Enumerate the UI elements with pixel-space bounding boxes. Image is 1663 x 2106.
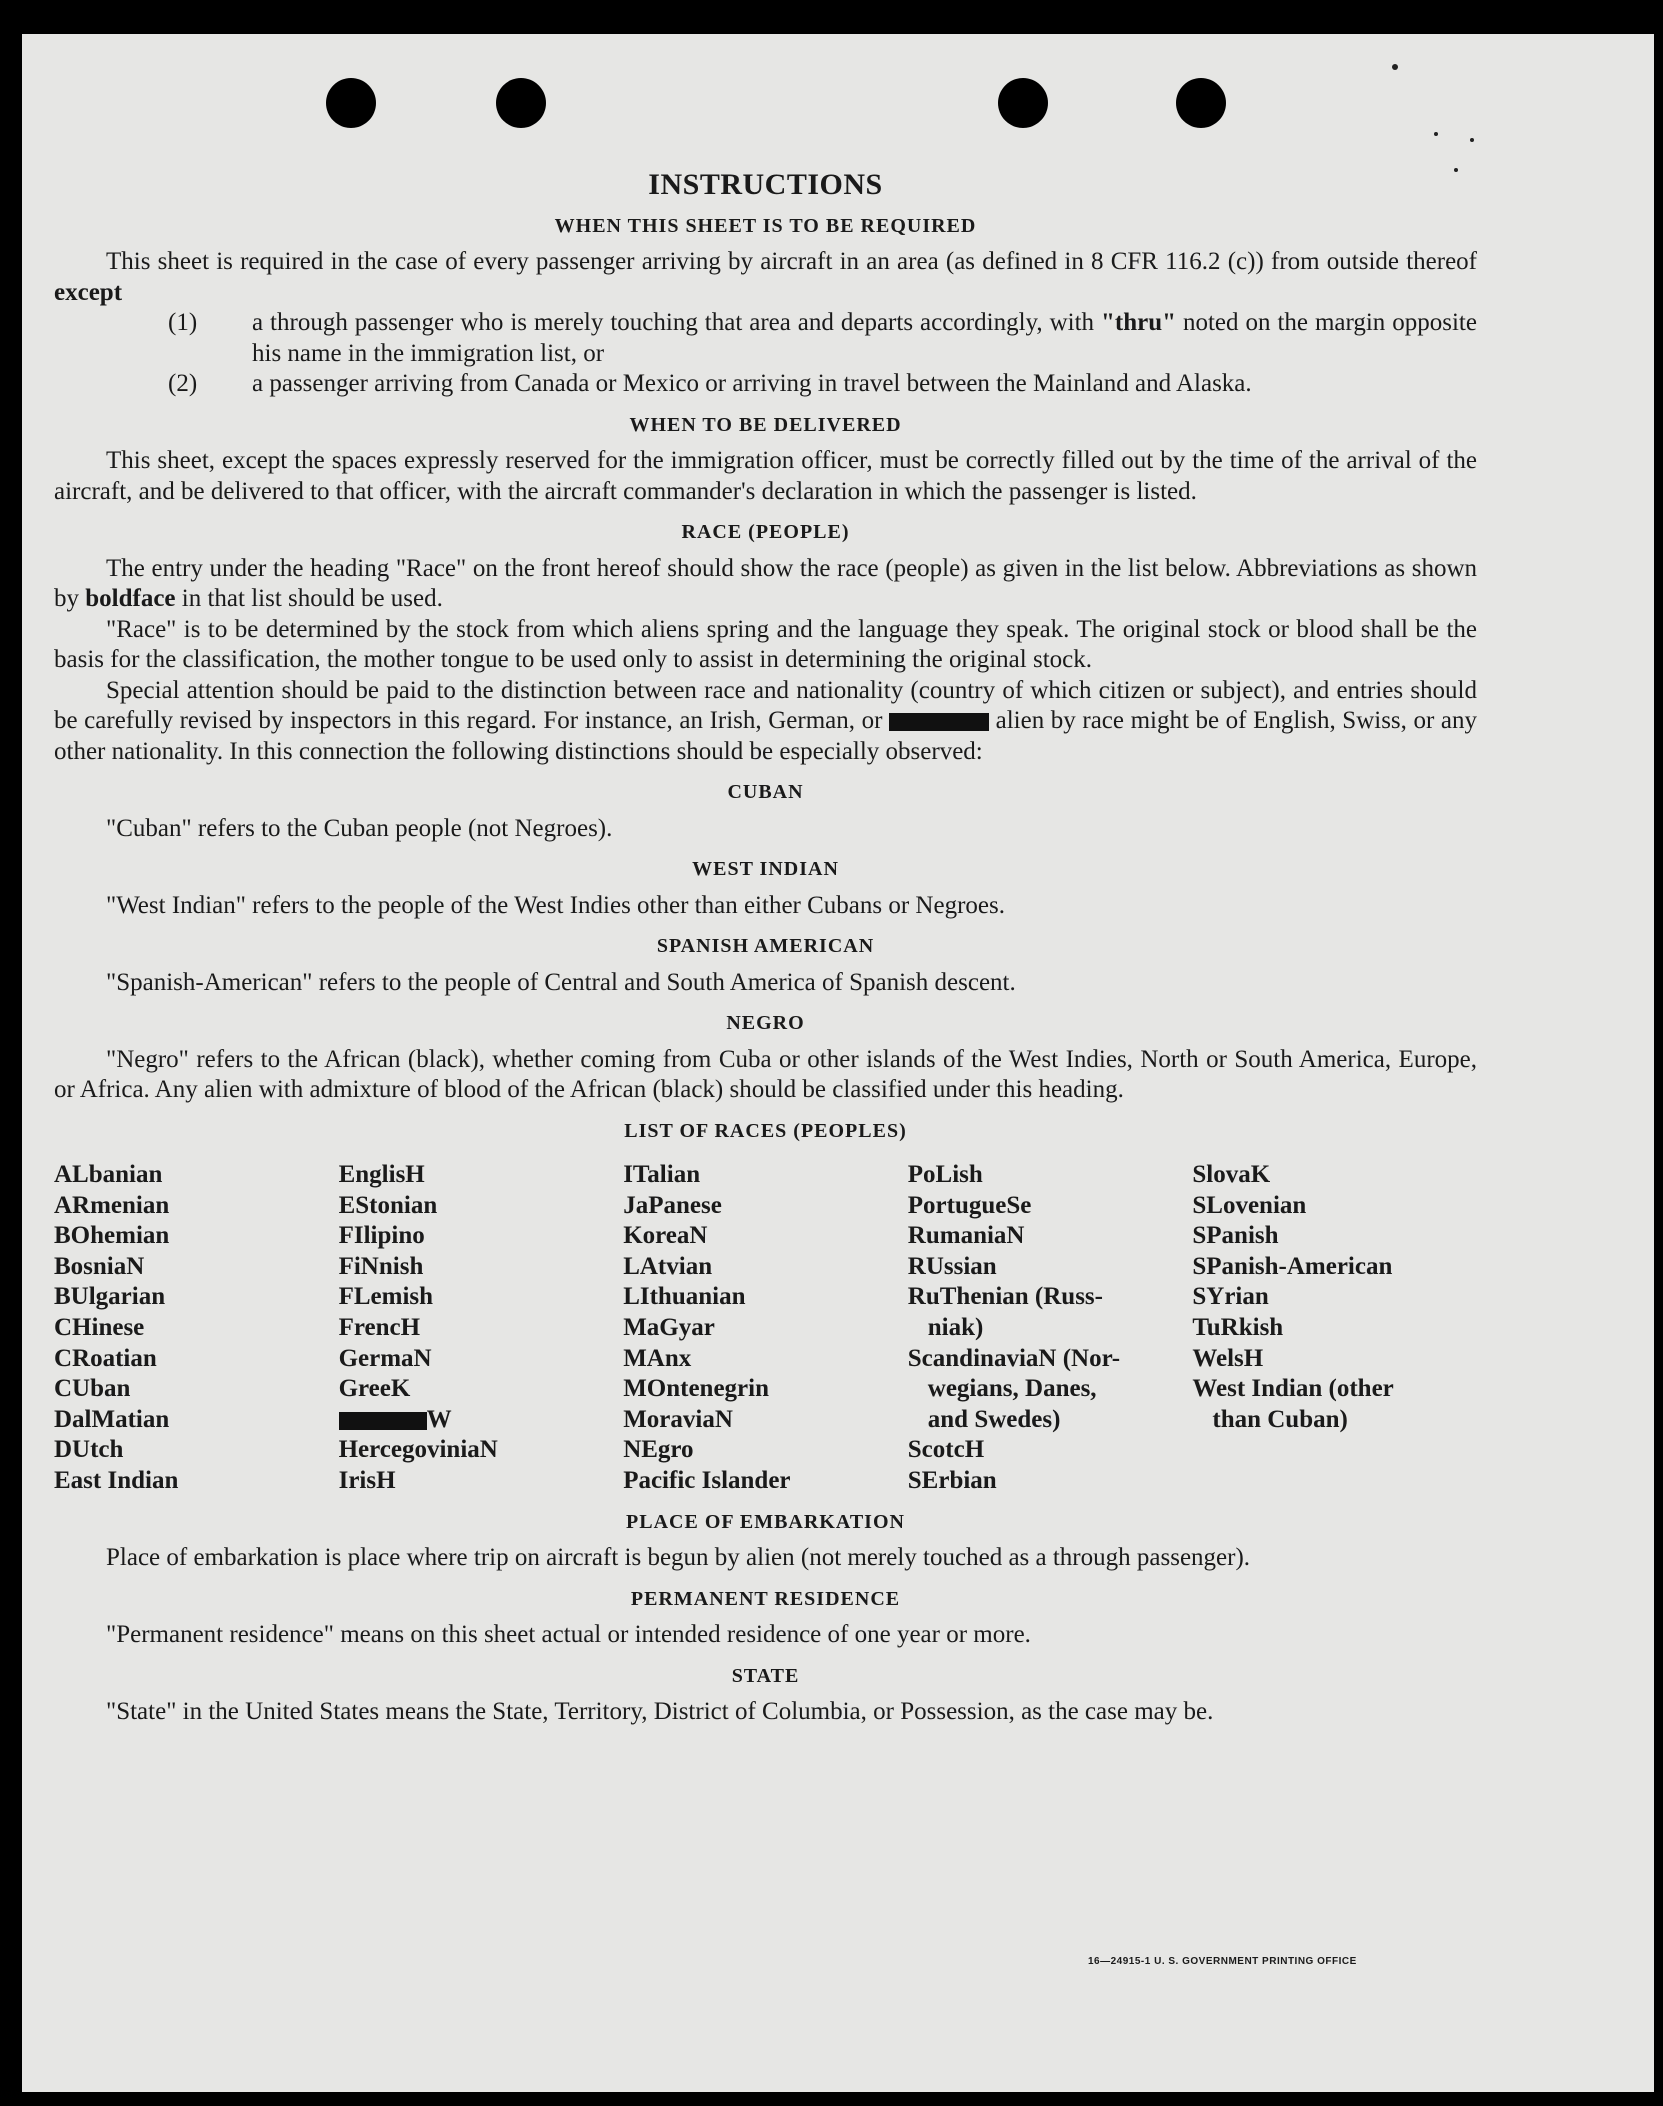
race-entry: MoraviaN: [623, 1405, 733, 1433]
race-entry-continued: niak): [927, 1313, 984, 1341]
race-entry: ITalian: [623, 1161, 701, 1188]
race-entry: RuThenian (Russ-: [907, 1283, 1103, 1311]
race-entry: LAtvian: [623, 1252, 713, 1280]
race-entry: SYrian: [1192, 1283, 1269, 1311]
race-entry-continued: and Swedes): [927, 1405, 1061, 1433]
punch-hole: [1176, 78, 1226, 128]
race-entry: ALbanian: [54, 1161, 163, 1188]
item-number: (2): [168, 370, 198, 397]
race-entry: MAnx: [623, 1344, 692, 1372]
section-heading: LIST OF RACES (PEOPLES): [624, 1119, 907, 1142]
race-list: [54, 1160, 1477, 1497]
race-entry: DalMatian: [54, 1405, 170, 1433]
race-column: [339, 1160, 624, 1497]
race-entry: FiNnish: [338, 1252, 424, 1280]
section-heading: WHEN THIS SHEET IS TO BE REQUIRED: [554, 214, 977, 237]
race-entry: Pacific Islander: [623, 1466, 791, 1494]
paragraph: "State" in the United States means the State, Territory, District of Columbia, or Possession, as the case may be.: [106, 1698, 1214, 1726]
race-entry: ScandinaviaN (Nor-: [907, 1344, 1121, 1372]
list-item: (1) a through passenger who is merely touching that area and departs accordingly, with "thru" noted on the margin opposite his name in the immigration list, or: [168, 309, 1477, 367]
punch-hole: [326, 78, 376, 128]
section-heading: NEGRO: [726, 1012, 805, 1034]
race-column: [54, 1160, 339, 1497]
race-entry: TuRkish: [1192, 1313, 1284, 1341]
page-title: INSTRUCTIONS: [648, 168, 883, 201]
race-entry: SPanish-American: [1192, 1252, 1393, 1280]
race-entry: East Indian: [54, 1466, 179, 1494]
race-entry: RumaniaN: [907, 1222, 1025, 1250]
speck: [1434, 132, 1438, 136]
race-entry: IrisH: [338, 1466, 396, 1494]
redaction-mark: [339, 1412, 427, 1430]
race-column: [623, 1160, 908, 1497]
race-entry: SErbian: [907, 1466, 997, 1494]
paragraph: "Cuban" refers to the Cuban people (not Negroes).: [106, 814, 613, 842]
paragraph: This sheet, except the spaces expressly reserved for the immigration officer, must be correctly filled out by the time of the arrival of the aircraft, and be delivered to that officer, with the aircraft commander's declaration in which the passenger is listed.: [54, 447, 1477, 505]
list-item: (2) a passenger arriving from Canada or Mexico or arriving in travel between the Mainland and Alaska.: [54, 369, 1477, 400]
race-entry: RUssian: [907, 1252, 997, 1280]
paragraph: "Negro" refers to the African (black), whether coming from Cuba or other islands of the West Indies, North or South America, Europe, or Africa. Any alien with admixture of blood of the African (black) should be classified under this heading.: [54, 1045, 1477, 1103]
race-entry: CHinese: [54, 1313, 145, 1341]
redaction-mark: [889, 713, 989, 731]
race-entry-continued: wegians, Danes,: [927, 1375, 1097, 1403]
punch-hole: [998, 78, 1048, 128]
instructions-text: [54, 170, 1477, 1728]
race-entry: JaPanese: [623, 1191, 722, 1219]
section-heading: WEST INDIAN: [692, 858, 839, 880]
section-heading: STATE: [731, 1664, 800, 1687]
document-page: [22, 34, 1654, 2092]
item-number: (1): [168, 309, 198, 336]
race-entry: EnglisH: [338, 1161, 425, 1188]
punch-hole: [496, 78, 546, 128]
race-entry: DUtch: [54, 1436, 124, 1464]
paragraph: "West Indian" refers to the people of the West Indies other than either Cubans or Negroes.: [106, 891, 1005, 919]
section-heading: WHEN TO BE DELIVERED: [629, 413, 902, 436]
race-entry: MaGyar: [623, 1313, 715, 1341]
race-entry: FIlipino: [338, 1222, 425, 1250]
race-entry: GermaN: [338, 1344, 432, 1372]
race-entry: West Indian (other: [1192, 1375, 1394, 1403]
race-entry: FLemish: [338, 1283, 434, 1311]
paragraph: "Permanent residence" means on this sheet actual or intended residence of one year or more.: [106, 1621, 1031, 1649]
section-heading: RACE (PEOPLE): [681, 521, 850, 543]
race-entry: GreeK: [338, 1375, 411, 1403]
race-entry: PortugueSe: [907, 1191, 1032, 1219]
race-entry: WelsH: [1192, 1344, 1264, 1372]
race-entry: MOntenegrin: [623, 1375, 770, 1403]
race-entry-continued: than Cuban): [1212, 1405, 1348, 1433]
race-entry: BUlgarian: [54, 1283, 166, 1311]
race-entry: SPanish: [1192, 1222, 1279, 1250]
speck: [1392, 64, 1398, 70]
paragraph: Place of embarkation is place where trip on aircraft is begun by alien (not merely touched as a through passenger).: [106, 1544, 1251, 1572]
paragraph: "Spanish-American" refers to the people of Central and South America of Spanish descent.: [106, 968, 1016, 996]
race-entry: ARmenian: [54, 1191, 170, 1219]
race-entry: BOhemian: [54, 1222, 170, 1250]
section-heading: PLACE OF EMBARKATION: [626, 1510, 905, 1533]
printer-imprint: 16—24915-1 U. S. GOVERNMENT PRINTING OFFICE: [1088, 1956, 1357, 1967]
race-column: [1192, 1160, 1477, 1497]
paragraph: This sheet is required in the case of every passenger arriving by aircraft in an area (as defined in 8 CFR 116.2 (c)) from outside thereof except: [54, 248, 1477, 306]
race-entry: KoreaN: [623, 1222, 708, 1250]
section-heading: SPANISH AMERICAN: [656, 935, 875, 957]
race-entry: SLovenian: [1192, 1191, 1307, 1219]
race-entry: CRoatian: [54, 1344, 157, 1372]
race-entry: BosniaN: [54, 1252, 145, 1280]
race-column: [908, 1160, 1193, 1497]
race-entry-redacted: W: [339, 1405, 624, 1436]
race-entry: ScotcH: [907, 1436, 985, 1464]
paragraph: Special attention should be paid to the distinction between race and nationality (country of which citizen or subject), and entries should be carefully revised by inspectors in this regard. For instance, an Irish, German, or alien by race might be of English, Swiss, or any other nationality. In this connection the following distinctions should be especially observed:: [54, 676, 1478, 765]
race-entry: NEgro: [623, 1436, 694, 1464]
section-heading: PERMANENT RESIDENCE: [630, 1587, 901, 1610]
section-heading: CUBAN: [727, 781, 804, 803]
race-entry: CUban: [54, 1375, 131, 1403]
race-entry: PoLish: [907, 1161, 983, 1188]
race-entry: HercegoviniaN: [338, 1436, 498, 1464]
race-entry: FrencH: [338, 1313, 421, 1341]
paragraph: The entry under the heading "Race" on the front hereof should show the race (people) as given in the list below. Abbreviations as shown by boldface in that list should be used.: [54, 554, 1477, 612]
speck: [1470, 138, 1474, 142]
paragraph: "Race" is to be determined by the stock from which aliens spring and the language they speak. The original stock or blood shall be the basis for the classification, the mother tongue to be used only to assist in determining the original stock.: [54, 615, 1477, 673]
race-entry: EStonian: [338, 1191, 438, 1219]
race-entry: SlovaK: [1192, 1161, 1271, 1188]
race-entry: LIthuanian: [623, 1283, 746, 1311]
